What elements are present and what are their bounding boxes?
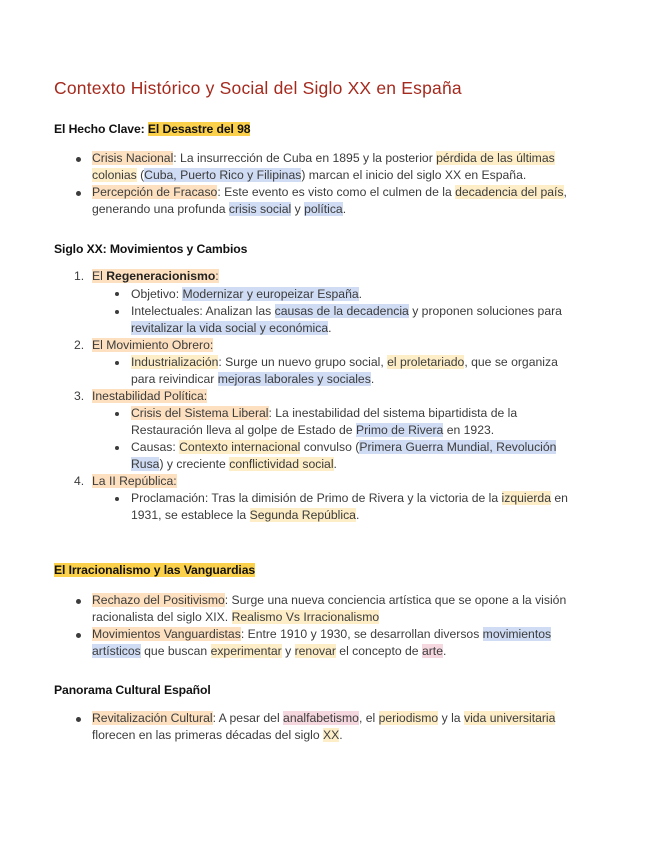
highlight-term: El Movimiento Obrero: — [92, 338, 214, 352]
bullet-icon — [76, 599, 81, 604]
text-run: convulso ( — [300, 440, 360, 454]
text-run: : Este evento es visto como el culmen de la — [217, 185, 456, 199]
paragraph-line — [131, 354, 558, 371]
bullet-icon — [115, 497, 119, 501]
highlight-term: mejoras laborales y sociales — [217, 372, 371, 386]
highlight-term: Primo de Rivera — [355, 423, 444, 437]
highlight-term: crisis social — [228, 202, 292, 216]
text-run: que buscan — [140, 644, 211, 658]
text-run: y — [291, 202, 305, 216]
highlight-term: Primera Guerra Mundial, Revolución — [359, 440, 557, 454]
list-item-title — [92, 268, 219, 285]
highlight-term: el proletariado — [387, 355, 465, 369]
text-run: para reivindicar — [131, 372, 218, 386]
text-run: . — [333, 457, 337, 471]
section-heading-siglo-xx: Siglo XX: Movimientos y Cambios — [54, 242, 248, 256]
list-number: 2. — [74, 338, 85, 352]
highlight-term: Inestabilidad Política: — [92, 389, 208, 403]
text-run: Regeneracionismo — [106, 269, 216, 283]
text-run: , que se organiza — [464, 355, 558, 369]
text-run: : Surge un nuevo grupo social, — [218, 355, 388, 369]
text-run: y la — [438, 711, 464, 725]
highlight-term: Percepción de Fracaso — [92, 185, 218, 199]
text-run: : A pesar del — [212, 711, 284, 725]
text-run: Restauración lleva al golpe de Estado de — [131, 423, 356, 437]
paragraph-line — [92, 710, 555, 727]
highlight-term: La II República: — [92, 474, 177, 488]
highlight-term: Crisis del Sistema Liberal — [131, 406, 269, 420]
text-run: . — [355, 508, 360, 522]
text-run: generando una profunda — [92, 202, 229, 216]
highlight-term: artísticos — [92, 644, 141, 658]
paragraph-line — [92, 592, 566, 609]
bullet-icon — [76, 633, 81, 638]
text-run: 1931, se establece la — [131, 508, 250, 522]
text-run: , el — [358, 711, 379, 725]
section-heading-panorama: Panorama Cultural Español — [54, 683, 211, 697]
paragraph-line — [131, 490, 568, 507]
text-run: . — [339, 728, 343, 742]
text-run: : Surge una nueva conciencia artística que se opone a la visión — [224, 593, 567, 607]
paragraph-line — [92, 201, 346, 218]
heading-prefix: El Hecho Clave: — [54, 122, 148, 136]
text-run: . — [358, 287, 363, 301]
highlight-term: Realismo Vs Irracionalismo — [231, 610, 380, 624]
highlight-term: Revitalización Cultural — [92, 711, 213, 725]
text-run: racionalista del siglo XIX. — [92, 610, 232, 624]
highlight-term: colonias — [92, 168, 137, 182]
text-run: : La inestabilidad del sistema bipartidista de la — [268, 406, 518, 420]
heading-highlight: El Desastre del 98 — [147, 122, 251, 136]
text-run: . — [328, 321, 332, 335]
bullet-icon — [76, 191, 81, 196]
bullet-icon — [76, 157, 81, 162]
paragraph-line — [92, 626, 551, 643]
highlight-term: política — [304, 202, 343, 216]
highlight-term: movimientos — [482, 627, 552, 641]
paragraph-line — [131, 303, 562, 320]
text-run: : La insurrección de Cuba en 1895 y la posterior — [173, 151, 437, 165]
text-run: Objetivo: — [131, 287, 183, 301]
highlight-term: Segunda República — [249, 508, 356, 522]
text-run: Intelectuales: Analizan las — [131, 304, 275, 318]
highlight-term: Movimientos Vanguardistas — [92, 627, 241, 641]
text-run: el concepto de — [335, 644, 422, 658]
bullet-icon — [115, 361, 119, 365]
text-run: , — [563, 185, 567, 199]
list-number: 3. — [74, 389, 85, 403]
text-run: Proclamación: Tras la dimisión de Primo de Rivera y la victoria de la — [131, 491, 502, 505]
highlight-term: analfabetismo — [283, 711, 359, 725]
paragraph-line — [131, 405, 517, 422]
text-run: ) y creciente — [159, 457, 230, 471]
text-run: florecen en las primeras décadas del siglo — [92, 728, 324, 742]
paragraph-line — [92, 150, 555, 167]
paragraph-line — [131, 456, 337, 473]
highlight-term: conflictividad social — [229, 457, 334, 471]
highlight-term: Industrialización — [131, 355, 219, 369]
bullet-icon — [115, 292, 119, 296]
text-run: ) marcan el inicio del siglo XX en España. — [301, 168, 527, 182]
highlight-term: decadencia del país — [455, 185, 564, 199]
list-item-title — [92, 388, 207, 405]
list-item-title — [92, 473, 177, 490]
highlight-term: causas de la decadencia — [274, 304, 409, 318]
paragraph-line — [131, 286, 362, 303]
list-item-title — [92, 337, 213, 354]
highlight-term: Cuba, Puerto Rico y Filipinas — [144, 168, 302, 182]
paragraph-line — [92, 643, 446, 660]
text-run: y — [281, 644, 295, 658]
bullet-icon — [115, 446, 119, 450]
text-run: Causas: — [131, 440, 180, 454]
paragraph-line — [92, 609, 379, 626]
text-run: y proponen soluciones para — [408, 304, 562, 318]
highlight-term: vida universitaria — [463, 711, 556, 725]
text-run: ( — [136, 168, 145, 182]
highlight-term: Rechazo del Positivismo — [92, 593, 225, 607]
highlight-term: revitalizar la vida social y económica — [131, 321, 329, 335]
paragraph-line — [131, 371, 374, 388]
text-run: en — [550, 491, 568, 505]
text-run: : — [215, 269, 219, 283]
highlight-term: periodismo — [378, 711, 439, 725]
text-run: . — [370, 372, 375, 386]
paragraph-line — [131, 320, 332, 337]
text-run: El — [92, 269, 107, 283]
paragraph-line — [131, 439, 556, 456]
paragraph-line — [131, 422, 494, 439]
highlight-term: Contexto internacional — [179, 440, 301, 454]
highlight-term: arte — [421, 644, 443, 658]
paragraph-line — [92, 727, 343, 744]
bullet-icon — [76, 717, 81, 722]
text-run: . — [442, 644, 447, 658]
bullet-icon — [115, 310, 119, 314]
list-number: 4. — [74, 474, 85, 488]
paragraph-line — [92, 167, 526, 184]
text-run: : Entre 1910 y 1930, se desarrollan diversos — [240, 627, 483, 641]
highlight-term: experimentar — [210, 644, 282, 658]
document-title: Contexto Histórico y Social del Siglo XX en España — [54, 78, 462, 98]
highlight-term: Rusa — [131, 457, 160, 471]
text-run: . — [342, 202, 347, 216]
highlight-term: Crisis Nacional — [92, 151, 174, 165]
highlight-term: renovar — [294, 644, 336, 658]
paragraph-line — [92, 184, 567, 201]
paragraph-line — [131, 507, 359, 524]
list-number: 1. — [74, 269, 85, 283]
text-run: en 1923. — [443, 423, 495, 437]
bullet-icon — [115, 412, 119, 416]
highlight-term: XX — [323, 728, 340, 742]
section-heading-vanguardias — [54, 563, 255, 577]
highlight-term: izquierda — [501, 491, 551, 505]
heading-highlight: El Irracionalismo y las Vanguardias — [54, 563, 256, 577]
highlight-term: Modernizar y europeizar España — [182, 287, 359, 301]
section-heading-desastre — [54, 122, 250, 136]
highlight-term: pérdida de las últimas — [436, 151, 555, 165]
